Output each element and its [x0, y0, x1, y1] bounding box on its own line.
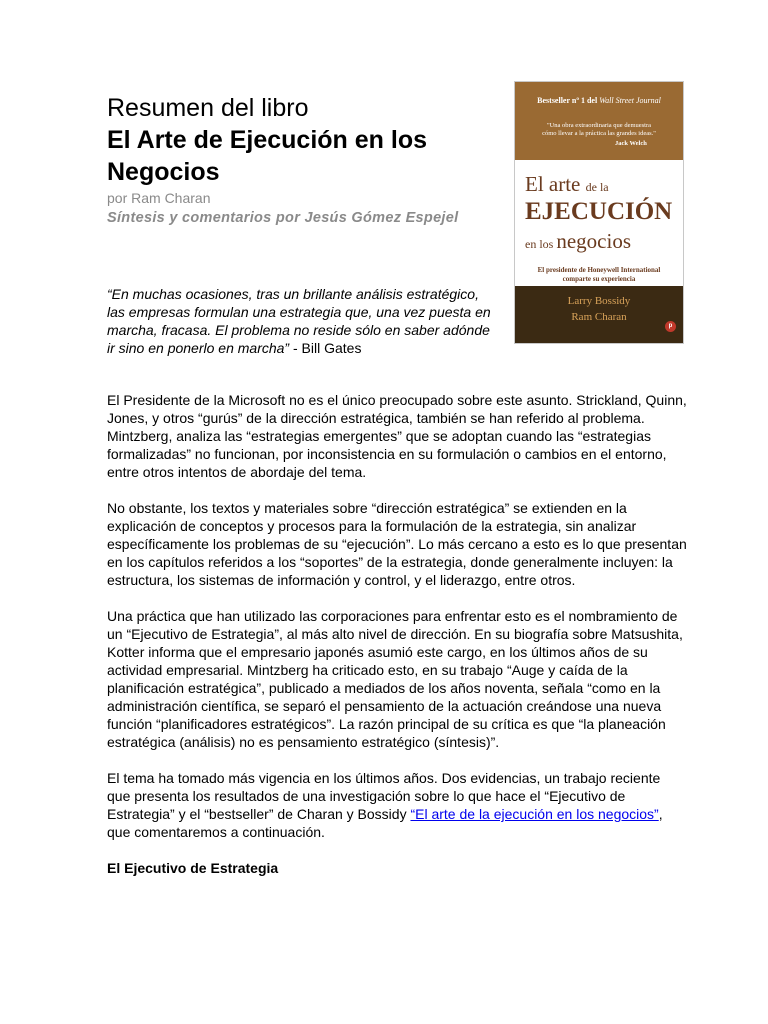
cover-subtitle: El presidente de Honeywell International comparte su experiencia [537, 266, 661, 283]
cover-quote-author: Jack Welch [615, 140, 647, 147]
book-cover-image [514, 81, 684, 344]
cover-author-2: Ram Charan [571, 311, 627, 323]
paragraph-4: El tema ha tomado más vigencia en los últimos años. Dos evidencias, un trabajo reciente que presenta los resultados de una investigación sobre lo que hace el “Ejecutivo de Estrategia” y el “bestseller” de Charan y Bossidy “El arte de la ejecución en los negocios”, que comentaremos a continuación. [107, 770, 663, 840]
cover-title-negocios: en los negocios [525, 229, 631, 253]
cover-title-ejecucion: EJECUCIÓN [525, 198, 673, 225]
quote-attribution: - Bill Gates [289, 340, 362, 356]
cover-author-1: Larry Bossidy [567, 295, 631, 307]
author-line: por Ram Charan [107, 190, 211, 206]
document-header [107, 93, 497, 229]
document-body [107, 391, 687, 895]
book-link[interactable]: “El arte de la ejecución en los negocios” [410, 806, 659, 822]
paragraph-3: Una práctica que han utilizado las corporaciones para enfrentar esto es el nombramiento de un “Ejecutivo de Estrategia”, al más alto nivel de dirección. En su biografía sobre Matsushita, Kotter informa que el empresario japonés asumió este cargo, en los últimos años de su actividad empresarial. Mintzberg ha criticado esto, en su trabajo “Auge y caída de la planificación estratégica”, publicado a mediados de los años noventa, señala “como en la administración científica, se separó el pensamiento de la actuación creándose una nueva función “planificadores estratégicos”. La razón principal de su crítica es que “la planeación estratégica (análisis) no es pensamiento estratégico (síntesis)”. [107, 608, 683, 750]
synthesis-credit: Síntesis y comentarios por Jesús Gómez Espejel [107, 210, 459, 226]
quote-text: “En muchas ocasiones, tras un brillante análisis estratégico, las empresas formulan una estrategia que, una vez puesta en marcha, fracasa. El problema no reside sólo en saber adónde ir sino en ponerlo en marcha” [107, 286, 491, 356]
title-line-1: Resumen del libro [107, 94, 309, 122]
cover-title-el-arte: El arte de la [525, 172, 609, 196]
book-title: El Arte de Ejecución en los Negocios [107, 126, 427, 186]
cover-bestseller-label: Bestseller nº 1 del Wall Street Journal [537, 96, 661, 105]
publisher-logo-icon: p [665, 321, 676, 332]
paragraph-2: No obstante, los textos y materiales sobre “dirección estratégica” se extienden en la explicación de conceptos y procesos para la formulación de la estrategia, sin analizar específicamente los problemas de su “ejecución”. Lo más cercano a esto es lo que presentan en los capítulos referidos a los “soportes” de la estrategia, donde generalmente incluyen: la estructura, los sistemas de información y control, y el liderazgo, entre otros. [107, 500, 687, 588]
paragraph-1: El Presidente de la Microsoft no es el único preocupado sobre este asunto. Strickland, Quinn, Jones, y otros “gurús” de la dirección estratégica, también se han referido al problema. Mintzberg, analiza las “estrategias emergentes” que se adoptan cuando las “estrategias formalizadas” no funcionan, por inconsistencia en su formulación o cambios en el entorno, entre otros intentos de abordaje del tema. [107, 392, 687, 480]
cover-quote: "Una obra extraordinaria que demuestra cómo llevar a la práctica las grandes ideas." [542, 122, 656, 137]
section-heading: El Ejecutivo de Estrategia [107, 860, 279, 876]
opening-quote [107, 285, 499, 357]
